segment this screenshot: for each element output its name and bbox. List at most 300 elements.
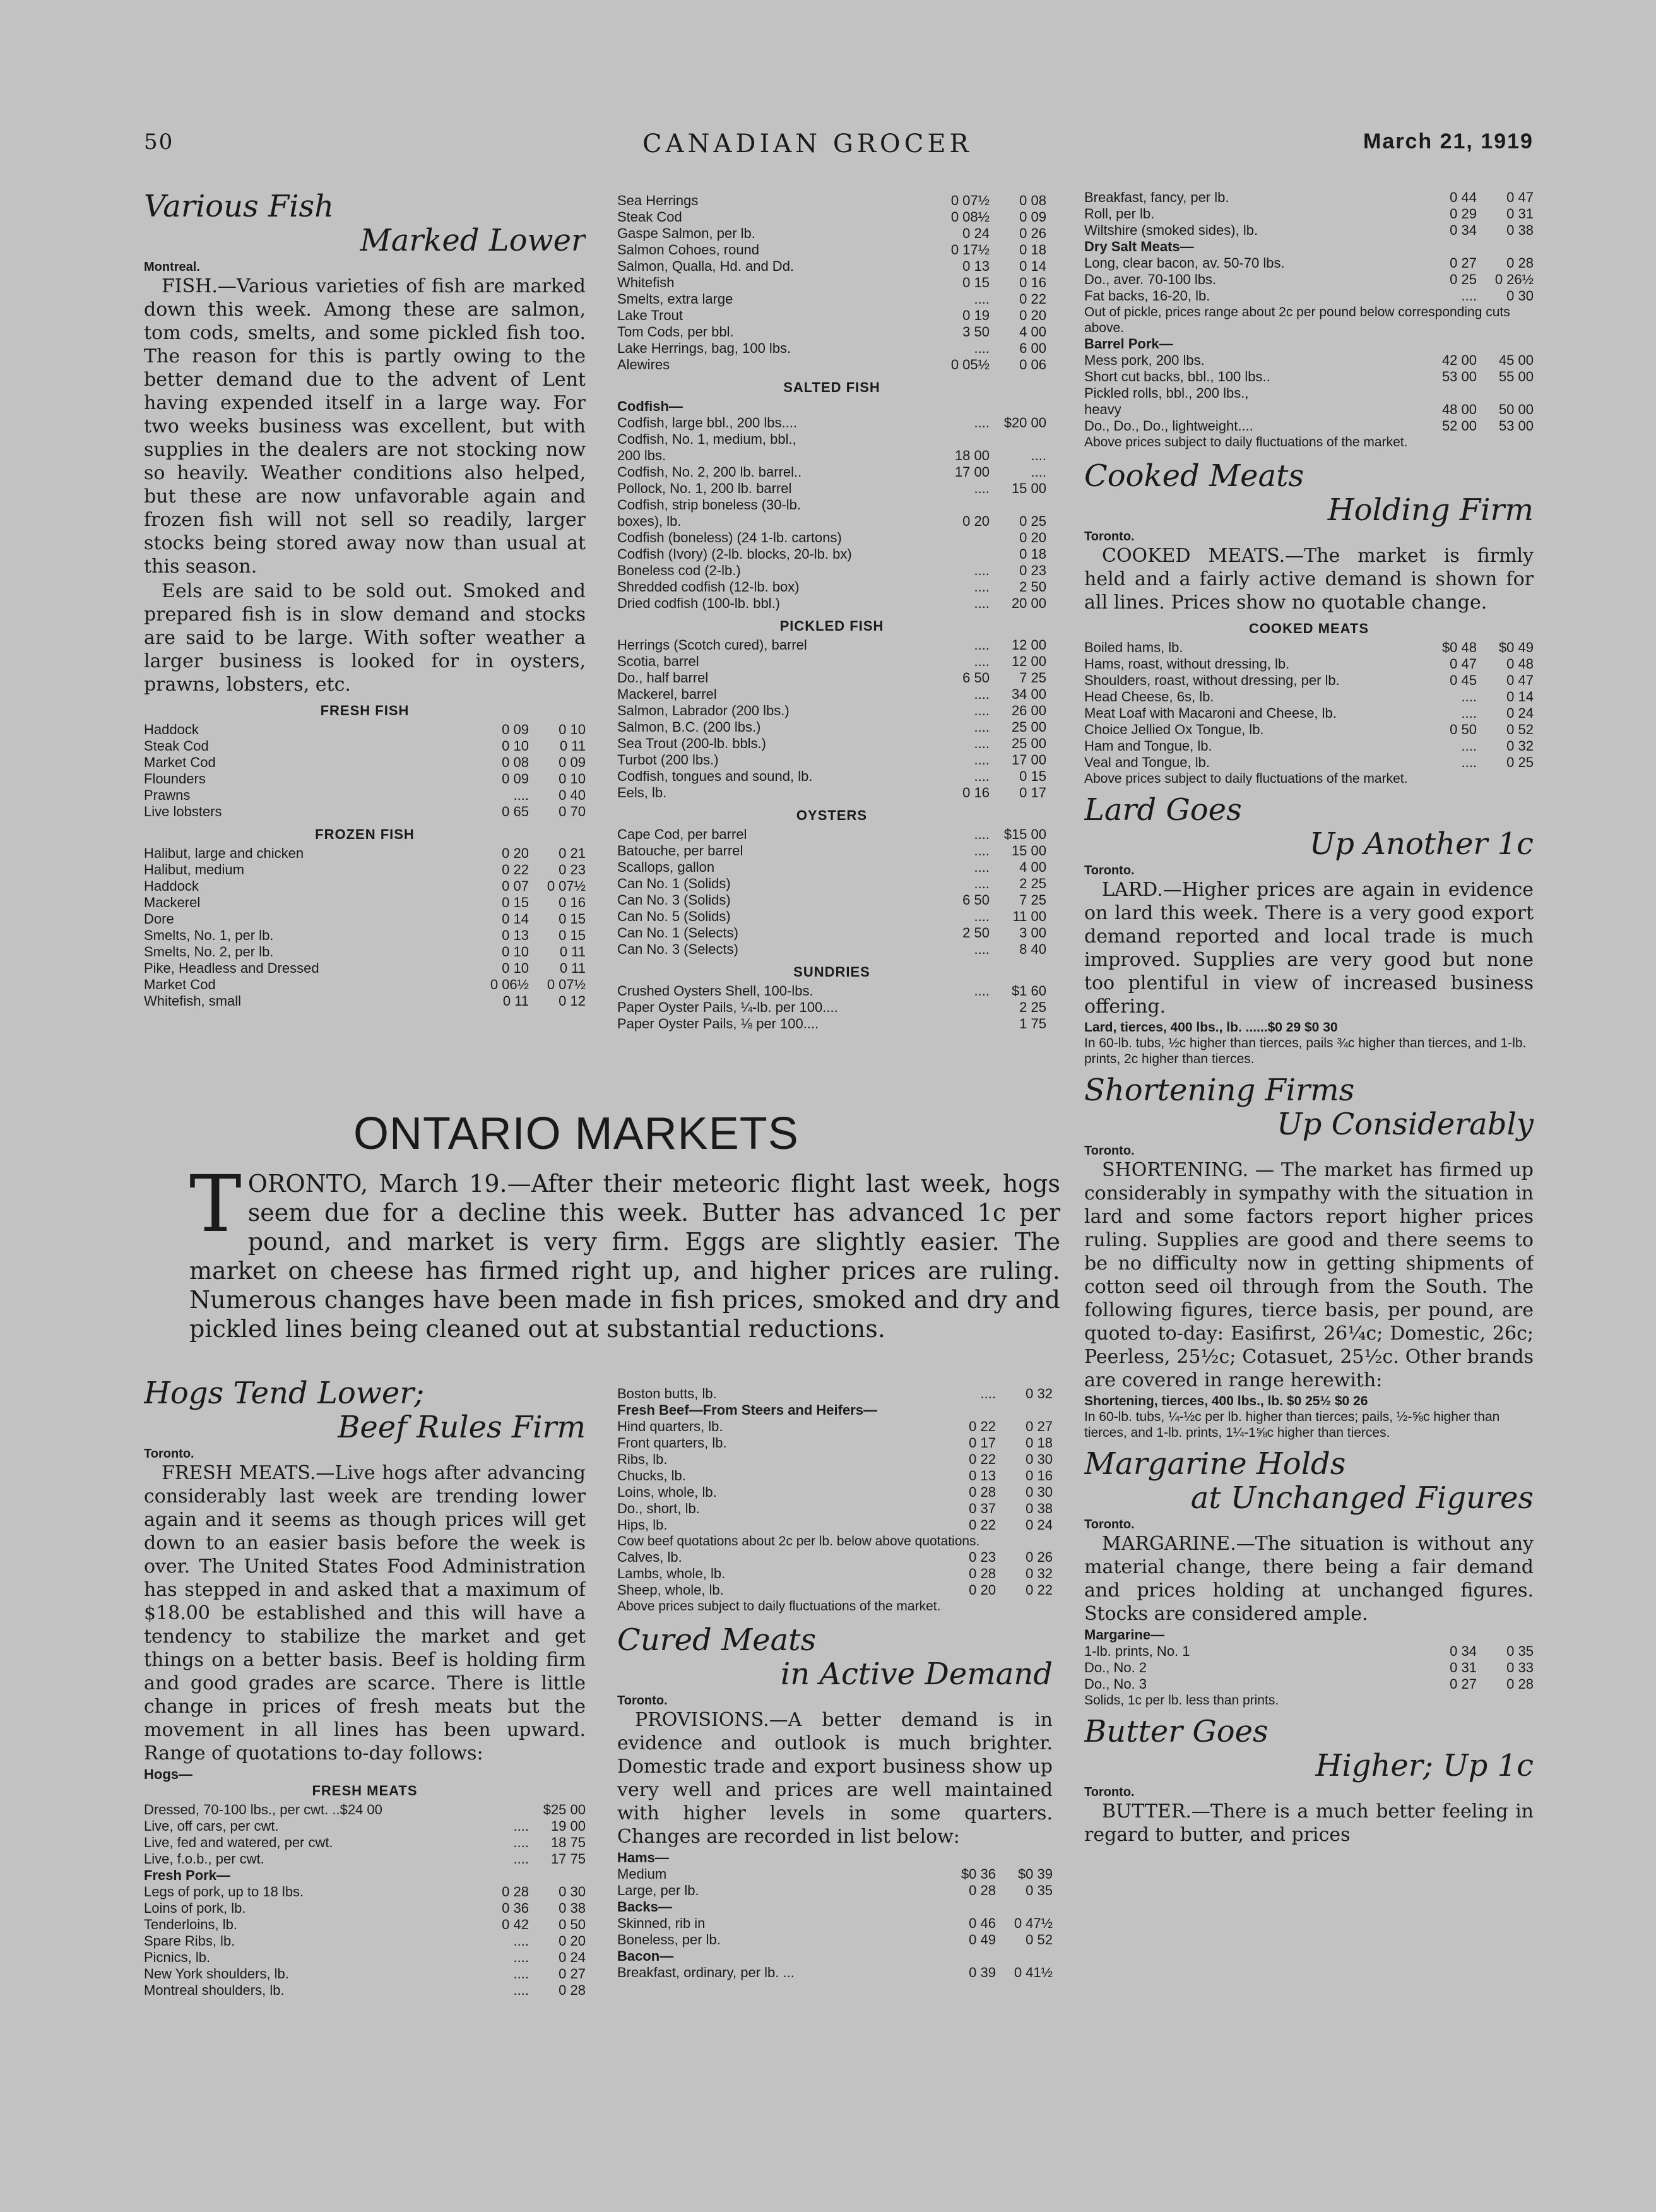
price-value: 3 00 bbox=[1019, 925, 1046, 941]
item-label: Dore bbox=[144, 911, 174, 927]
price-row bbox=[617, 941, 1046, 958]
price-value: .... bbox=[974, 579, 990, 595]
price-row bbox=[617, 1915, 1053, 1932]
price-row bbox=[617, 448, 1046, 464]
price-value: 6 50 bbox=[962, 670, 990, 686]
section-title: COOKED MEATS bbox=[1248, 621, 1369, 636]
price-value: 0 28 bbox=[1506, 255, 1534, 271]
headline-line2: at Unchanged Figures bbox=[1190, 1480, 1534, 1516]
price-value: 0 35 bbox=[1506, 1643, 1534, 1659]
price-row bbox=[1084, 738, 1534, 754]
item-label: Short cut backs, bbl., 100 lbs.. bbox=[1084, 369, 1270, 384]
price-value: 0 28 bbox=[559, 1982, 586, 1998]
price-value: 0 15 bbox=[559, 927, 586, 943]
price-value: 0 11 bbox=[559, 944, 586, 960]
price-row bbox=[617, 1965, 1053, 1981]
price-row bbox=[1084, 288, 1534, 304]
price-row bbox=[617, 686, 1046, 703]
item-label: Lambs, whole, lb. bbox=[617, 1566, 726, 1581]
price-row bbox=[144, 787, 586, 804]
price-value: 0 47 bbox=[1506, 189, 1534, 205]
price-value: .... bbox=[1461, 738, 1477, 754]
price-value: 34 00 bbox=[1011, 686, 1046, 702]
price-value: 0 34 bbox=[1450, 222, 1477, 238]
item-label: Lake Trout bbox=[617, 307, 683, 323]
price-value: .... bbox=[513, 1982, 529, 1998]
price-value: 42 00 bbox=[1441, 352, 1477, 368]
item-label: Eels, lb. bbox=[617, 785, 667, 800]
price-row bbox=[1084, 754, 1534, 771]
price-value: 0 18 bbox=[1026, 1435, 1053, 1451]
item-label: Haddock bbox=[144, 878, 199, 894]
price-value: .... bbox=[513, 1966, 529, 1982]
paragraph: PROVISIONS.—A better demand is in evidence and outlook is much brighter. Domestic trade and export business show up very well and prices are well maintained with higher levels in some quarters. Changes are recorded in list below: bbox=[617, 1709, 1053, 1848]
price-row bbox=[1084, 689, 1534, 705]
price-value: 0 41½ bbox=[1014, 1965, 1053, 1980]
subheading: Hams— bbox=[617, 1850, 669, 1865]
section-title: OYSTERS bbox=[796, 807, 868, 823]
item-label: Codfish, No. 2, 200 lb. barrel.. bbox=[617, 464, 802, 480]
subheading: Barrel Pork— bbox=[1084, 336, 1173, 352]
item-label: Smelts, No. 1, per lb. bbox=[144, 927, 274, 943]
item-label: Alewires bbox=[617, 357, 670, 372]
item-label: Whitefish bbox=[617, 275, 675, 290]
price-table-frozen-fish bbox=[144, 845, 586, 1009]
price-row bbox=[617, 1484, 1053, 1501]
price-value: .... bbox=[974, 826, 990, 842]
price-value: .... bbox=[974, 908, 990, 924]
price-value: $25 00 bbox=[543, 1802, 586, 1817]
price-value: 0 52 bbox=[1026, 1932, 1053, 1947]
item-label: Roll, per lb. bbox=[1084, 206, 1155, 222]
item-label: Salmon, Qualla, Hd. and Dd. bbox=[617, 258, 795, 274]
price-row bbox=[144, 944, 586, 960]
price-value: .... bbox=[974, 340, 990, 356]
price-value: 0 14 bbox=[1506, 689, 1534, 705]
price-value: 52 00 bbox=[1441, 418, 1477, 434]
item-label: Scotia, barrel bbox=[617, 653, 699, 669]
price-value: 0 28 bbox=[969, 1882, 996, 1898]
price-value: 0 42 bbox=[502, 1917, 529, 1932]
price-value: 8 40 bbox=[1019, 941, 1046, 957]
item-label: Legs of pork, up to 18 lbs. bbox=[144, 1884, 304, 1900]
price-value: 17 00 bbox=[954, 464, 990, 480]
price-row bbox=[617, 735, 1046, 752]
price-note: In 60-lb. tubs, ½c higher than tierces, pails ¾c higher than tierces, and 1-lb. prints, 2c higher than tierces. bbox=[1084, 1036, 1527, 1066]
subheading: Fresh Pork— bbox=[144, 1867, 230, 1883]
price-row bbox=[617, 908, 1046, 925]
price-value: 0 33 bbox=[1506, 1660, 1534, 1675]
price-value: 0 47 bbox=[1450, 656, 1477, 672]
price-value: 15 00 bbox=[1011, 843, 1046, 859]
price-value: 55 00 bbox=[1498, 369, 1534, 384]
price-value: 0 18 bbox=[1019, 242, 1046, 258]
price-value: 0 47½ bbox=[1014, 1915, 1053, 1931]
item-label: Halibut, large and chicken bbox=[144, 845, 304, 861]
price-value: 17 00 bbox=[1011, 752, 1046, 768]
lead-paragraph bbox=[189, 1159, 1060, 1343]
price-row bbox=[617, 275, 1046, 291]
price-value bbox=[933, 431, 990, 448]
price-note: Solids, 1c per lb. less than prints. bbox=[1084, 1693, 1279, 1708]
price-value: 20 00 bbox=[1011, 595, 1046, 611]
item-label: Crushed Oysters Shell, 100-lbs. bbox=[617, 983, 813, 999]
price-row bbox=[144, 738, 586, 754]
price-value: 0 20 bbox=[559, 1933, 586, 1949]
price-value: 0 65 bbox=[502, 804, 529, 819]
price-row bbox=[617, 1932, 1053, 1948]
paragraph: COOKED MEATS.—The market is firmly held and a fairly active demand is shown for all lines. Prices show no quotable change. bbox=[1084, 545, 1534, 614]
price-value bbox=[933, 999, 990, 1016]
price-note: Above prices subject to daily fluctuations of the market. bbox=[1084, 435, 1408, 449]
item-label: Sea Herrings bbox=[617, 193, 699, 208]
price-row bbox=[617, 1386, 1053, 1402]
drop-cap: T bbox=[189, 1159, 242, 1250]
item-label: Can No. 5 (Solids) bbox=[617, 908, 731, 924]
item-label: Smelts, extra large bbox=[617, 291, 733, 307]
price-row bbox=[144, 1802, 586, 1818]
price-value: 25 00 bbox=[1011, 735, 1046, 751]
price-value: 0 17 bbox=[1019, 785, 1046, 800]
headline-line2: Beef Rules Firm bbox=[338, 1410, 586, 1445]
price-table-fish bbox=[617, 193, 1046, 373]
item-label: Live lobsters bbox=[144, 804, 222, 819]
price-line: Shortening, tierces, 400 lbs., lb. $0 25½ $0 26 bbox=[1084, 1394, 1368, 1408]
price-value: 0 06 bbox=[1019, 357, 1046, 372]
price-value: 18 75 bbox=[550, 1834, 586, 1850]
headline-line1: Butter Goes bbox=[1084, 1714, 1269, 1749]
item-label: Montreal shoulders, lb. bbox=[144, 1982, 285, 1998]
item-label: Front quarters, lb. bbox=[617, 1435, 727, 1451]
price-value: $0 36 bbox=[961, 1866, 996, 1882]
item-label: Can No. 1 (Solids) bbox=[617, 876, 731, 891]
price-value: 0 21 bbox=[559, 845, 586, 861]
headline-line2: Up Considerably bbox=[1277, 1107, 1534, 1142]
price-value: 12 00 bbox=[1011, 637, 1046, 653]
price-value: 19 00 bbox=[550, 1818, 586, 1834]
price-row bbox=[144, 1933, 586, 1949]
item-label: Sheep, whole, lb. bbox=[617, 1582, 724, 1598]
section-title: FROZEN FISH bbox=[315, 826, 415, 842]
item-label: Paper Oyster Pails, ¼-lb. per 100.... bbox=[617, 999, 838, 1015]
item-label: Pike, Headless and Dressed bbox=[144, 960, 319, 976]
price-value: 15 00 bbox=[1011, 480, 1046, 496]
price-value: 0 37 bbox=[969, 1501, 996, 1516]
subheading: Dry Salt Meats— bbox=[1084, 239, 1194, 254]
item-label: Picnics, lb. bbox=[144, 1949, 211, 1965]
item-label: Codfish, strip boneless (30-lb. bbox=[617, 497, 801, 513]
price-value: 0 70 bbox=[559, 804, 586, 819]
item-label: Halibut, medium bbox=[144, 862, 244, 877]
headline-line2: Marked Lower bbox=[360, 223, 586, 258]
subheading: Margarine— bbox=[1084, 1627, 1165, 1643]
price-row bbox=[617, 209, 1046, 225]
paragraph: Eels are said to be sold out. Smoked and prepared fish is in slow demand and stocks are said to be large. With softer weather a larger business is looked for in oysters, prawns, lobsters, etc. bbox=[144, 580, 586, 696]
price-value: 0 09 bbox=[502, 771, 529, 787]
price-value: 0 06½ bbox=[490, 977, 529, 992]
column-hogs bbox=[144, 1376, 586, 2083]
headline-line1: Cured Meats bbox=[617, 1622, 817, 1658]
item-label: Live, off cars, per cwt. bbox=[144, 1818, 279, 1834]
item-label: Prawns bbox=[144, 787, 191, 803]
price-value: .... bbox=[974, 595, 990, 611]
price-value: 0 28 bbox=[969, 1484, 996, 1500]
price-value: 0 48 bbox=[1506, 656, 1534, 672]
price-value: 53 00 bbox=[1441, 369, 1477, 384]
price-value: 0 24 bbox=[1506, 705, 1534, 721]
price-value: .... bbox=[513, 1949, 529, 1965]
price-value: .... bbox=[1461, 705, 1477, 721]
headline-line1: Hogs Tend Lower; bbox=[144, 1376, 425, 1411]
price-value bbox=[990, 431, 1046, 448]
item-label: Loins, whole, lb. bbox=[617, 1484, 717, 1500]
price-value: 0 08 bbox=[502, 754, 529, 770]
price-row bbox=[617, 1566, 1053, 1582]
item-label: Ham and Tongue, lb. bbox=[1084, 738, 1212, 754]
price-row bbox=[617, 752, 1046, 768]
price-value: .... bbox=[974, 941, 990, 957]
item-label: Salmon, B.C. (200 lbs.) bbox=[617, 719, 761, 735]
headline-line1: Cooked Meats bbox=[1084, 458, 1304, 494]
price-row bbox=[144, 1834, 586, 1851]
article-body bbox=[144, 275, 586, 696]
price-value: 0 38 bbox=[1026, 1501, 1053, 1516]
item-label: Mackerel, barrel bbox=[617, 686, 717, 702]
price-row bbox=[617, 340, 1046, 357]
price-row bbox=[144, 1917, 586, 1933]
price-value: .... bbox=[974, 719, 990, 735]
price-value: 0 27 bbox=[1450, 1676, 1477, 1692]
price-row bbox=[617, 1501, 1053, 1517]
price-table-fresh-beef bbox=[617, 1418, 1053, 1533]
item-label: Tom Cods, per bbl. bbox=[617, 324, 734, 340]
price-value: 0 13 bbox=[502, 927, 529, 943]
headline-line2: Higher; Up 1c bbox=[1315, 1748, 1534, 1783]
price-row bbox=[144, 722, 586, 738]
item-label: Mackerel bbox=[144, 895, 201, 910]
price-value: 0 17 bbox=[969, 1435, 996, 1451]
price-value: .... bbox=[974, 653, 990, 669]
section-title: FRESH FISH bbox=[320, 703, 410, 718]
price-table-hogs bbox=[144, 1802, 586, 1867]
item-label: Do., Do., Do., lightweight.... bbox=[1084, 418, 1253, 434]
item-label: Boiled hams, lb. bbox=[1084, 639, 1183, 655]
price-value: 0 35 bbox=[1026, 1882, 1053, 1898]
price-value: 0 46 bbox=[969, 1915, 996, 1931]
price-row bbox=[617, 530, 1046, 546]
price-value: .... bbox=[513, 787, 529, 803]
item-label: Do., No. 2 bbox=[1084, 1660, 1147, 1675]
price-table-salted-fish bbox=[617, 415, 1046, 612]
price-row bbox=[1084, 418, 1534, 434]
price-value: 0 08 bbox=[1019, 193, 1046, 208]
price-row bbox=[617, 1866, 1053, 1882]
price-row bbox=[617, 719, 1046, 735]
price-value bbox=[1420, 385, 1477, 401]
price-row bbox=[1084, 352, 1534, 369]
price-row bbox=[617, 415, 1046, 431]
price-row bbox=[617, 497, 1046, 513]
price-row bbox=[617, 703, 1046, 719]
item-label: Mess pork, 200 lbs. bbox=[1084, 352, 1205, 368]
price-value: .... bbox=[974, 876, 990, 891]
price-row bbox=[144, 1966, 586, 1982]
price-value: 2 25 bbox=[1019, 876, 1046, 891]
item-label: Haddock bbox=[144, 722, 199, 737]
item-label: Codfish, tongues and sound, lb. bbox=[617, 768, 813, 784]
item-label: Head Cheese, 6s, lb. bbox=[1084, 689, 1214, 705]
paragraph: FRESH MEATS.—Live hogs after advancing considerably last week are trending lower again and it seems as though prices will get down to an easier basis before the week is over. The United States Food Administration has stepped in and asked that a maximum of $18.00 be established and this will have a tendency to stabilize the market and get things on a better basis. Beef is holding firm and good grades are scarce. There is little change in prices of fresh meats but the movement in all lines has been upward. Range of quotations to-day follows: bbox=[144, 1462, 586, 1764]
price-row bbox=[1084, 1643, 1534, 1660]
price-row bbox=[617, 242, 1046, 258]
paragraph: FISH.—Various varieties of fish are marked down this week. Among these are salmon, tom cods, smelts, and some pickled fish too. The reason for this is partly owing to the better demand due to the advent of Lent having expended itself in a large way. For two weeks business was excellent, but with supplies in the dealers are not stocking now so heavily. Weather conditions also helped, but these are now unfavorable again and frozen fish will not sell so readily, larger stocks being stored away now than usual at this season. bbox=[144, 275, 586, 578]
price-value: .... bbox=[513, 1818, 529, 1834]
price-value: 0 07½ bbox=[950, 193, 990, 208]
price-value: $1 60 bbox=[1011, 983, 1046, 999]
item-label: Dressed, 70-100 lbs., per cwt. ..$24 00 bbox=[144, 1802, 382, 1817]
item-label: Turbot (200 lbs.) bbox=[617, 752, 719, 768]
lead-text: ORONTO, March 19.—After their meteoric flight last week, hogs seem due for a decline this week. Butter has advanced 1c per pound, and market is very firm. Eggs are slightly easier. The market on cheese has firmed right up, and higher prices are ruling. Numerous changes have been made in fish prices, smoked and dry and pickled lines being cleaned out at substantial reductions. bbox=[189, 1170, 1060, 1343]
price-table-dry-salt-meats bbox=[1084, 255, 1534, 304]
price-value: 0 17½ bbox=[950, 242, 990, 258]
item-label: Ribs, lb. bbox=[617, 1451, 668, 1467]
price-row bbox=[144, 960, 586, 977]
price-row bbox=[144, 754, 586, 771]
price-value: 0 34 bbox=[1450, 1643, 1477, 1659]
price-value: 0 20 bbox=[962, 513, 990, 529]
price-note: In 60-lb. tubs, ¼-½c per lb. higher than tierces; pails, ½-⅝c higher than tierces, and 1-lb. prints, 1¼-1⅝c higher than tierces. bbox=[1084, 1410, 1500, 1440]
price-row bbox=[617, 999, 1046, 1016]
price-row bbox=[617, 193, 1046, 209]
price-value: 0 28 bbox=[969, 1566, 996, 1581]
price-row bbox=[144, 895, 586, 911]
price-row bbox=[617, 562, 1046, 579]
price-value: 0 20 bbox=[1019, 530, 1046, 545]
price-value: .... bbox=[1461, 288, 1477, 304]
price-row bbox=[617, 785, 1046, 801]
price-value: $0 49 bbox=[1498, 639, 1534, 655]
price-value: .... bbox=[513, 1851, 529, 1867]
price-value: .... bbox=[1031, 448, 1046, 463]
item-label: Lake Herrings, bag, 100 lbs. bbox=[617, 340, 791, 356]
price-row bbox=[617, 843, 1046, 859]
price-table-barrel-pork bbox=[1084, 352, 1534, 434]
dateline: Toronto. bbox=[1084, 1518, 1135, 1531]
subheading: Hogs— bbox=[144, 1766, 192, 1782]
price-row bbox=[617, 983, 1046, 999]
price-note: Cow beef quotations about 2c per lb. below above quotations. bbox=[617, 1534, 980, 1549]
price-row bbox=[1084, 206, 1534, 222]
price-value: 0 45 bbox=[1450, 672, 1477, 688]
item-label: Wiltshire (smoked sides), lb. bbox=[1084, 222, 1258, 238]
subheading: Codfish— bbox=[617, 398, 683, 414]
price-value: 0 52 bbox=[1506, 722, 1534, 737]
price-value: 0 24 bbox=[962, 225, 990, 241]
price-row bbox=[617, 324, 1046, 340]
item-label: Fat backs, 16-20, lb. bbox=[1084, 288, 1210, 304]
item-label: Pollock, No. 1, 200 lb. barrel bbox=[617, 480, 792, 496]
price-row bbox=[617, 258, 1046, 275]
price-value: .... bbox=[974, 843, 990, 859]
price-value: 0 15 bbox=[502, 895, 529, 910]
price-note: Out of pickle, prices range about 2c per pound below corresponding cuts above. bbox=[1084, 305, 1510, 335]
price-row bbox=[144, 862, 586, 878]
subheading: Bacon— bbox=[617, 1948, 674, 1964]
issue-date: March 21, 1919 bbox=[1363, 129, 1534, 153]
item-label: Paper Oyster Pails, ⅛ per 100.... bbox=[617, 1016, 819, 1032]
item-label: Choice Jellied Ox Tongue, lb. bbox=[1084, 722, 1264, 737]
price-value: 0 26 bbox=[1019, 225, 1046, 241]
price-value: .... bbox=[1461, 689, 1477, 705]
price-value: 0 12 bbox=[559, 993, 586, 1009]
item-label: Tenderloins, lb. bbox=[144, 1917, 237, 1932]
section-title: FRESH MEATS bbox=[312, 1783, 418, 1799]
price-value: 0 29 bbox=[1450, 206, 1477, 222]
item-label: Veal and Tongue, lb. bbox=[1084, 754, 1210, 770]
price-row bbox=[617, 480, 1046, 497]
price-value: 0 44 bbox=[1450, 189, 1477, 205]
price-value: 0 30 bbox=[1026, 1484, 1053, 1500]
item-label: Loins of pork, lb. bbox=[144, 1900, 246, 1916]
price-row bbox=[617, 595, 1046, 612]
price-row bbox=[617, 225, 1046, 242]
price-value: .... bbox=[974, 703, 990, 718]
price-value: 0 36 bbox=[502, 1900, 529, 1916]
price-value: 0 49 bbox=[969, 1932, 996, 1947]
column-meats bbox=[1084, 189, 1534, 2071]
dateline: Toronto. bbox=[1084, 1785, 1135, 1799]
price-value: 0 23 bbox=[559, 862, 586, 877]
price-value: 0 09 bbox=[559, 754, 586, 770]
price-row bbox=[617, 1468, 1053, 1484]
price-value: 0 10 bbox=[559, 771, 586, 787]
price-value: 0 20 bbox=[502, 845, 529, 861]
price-value: .... bbox=[974, 637, 990, 653]
price-value: 0 15 bbox=[1019, 768, 1046, 784]
price-row bbox=[1084, 1676, 1534, 1692]
price-value: 0 27 bbox=[1026, 1418, 1053, 1434]
price-row bbox=[1084, 401, 1534, 418]
price-value: 7 25 bbox=[1019, 670, 1046, 686]
price-row bbox=[144, 804, 586, 820]
page-number: 50 bbox=[144, 129, 174, 155]
price-value: 0 16 bbox=[1026, 1468, 1053, 1484]
price-value: 4 00 bbox=[1019, 324, 1046, 340]
price-value: .... bbox=[974, 859, 990, 875]
price-value: 11 00 bbox=[1012, 908, 1046, 924]
price-row bbox=[617, 876, 1046, 892]
paragraph: BUTTER.—There is a much better feeling in regard to butter, and prices bbox=[1084, 1800, 1534, 1846]
price-row bbox=[617, 826, 1046, 843]
price-value: 45 00 bbox=[1498, 352, 1534, 368]
item-label: Skinned, rib in bbox=[617, 1915, 706, 1931]
headline-line1: Various Fish bbox=[144, 189, 334, 224]
price-value: 3 50 bbox=[962, 324, 990, 340]
headline-line1: Margarine Holds bbox=[1084, 1446, 1346, 1482]
item-label: Can No. 3 (Selects) bbox=[617, 941, 738, 957]
price-value: 0 11 bbox=[502, 993, 529, 1009]
price-value: 0 25 bbox=[1450, 271, 1477, 287]
column-beef-cured bbox=[617, 1386, 1053, 2086]
price-value: 1 75 bbox=[1019, 1016, 1046, 1032]
price-value: 0 07½ bbox=[547, 878, 586, 894]
price-row bbox=[617, 1549, 1053, 1566]
item-label: Do., short, lb. bbox=[617, 1501, 700, 1516]
price-row bbox=[144, 771, 586, 787]
item-label: Hams, roast, without dressing, lb. bbox=[1084, 656, 1290, 672]
price-value: 6 00 bbox=[1019, 340, 1046, 356]
item-label: Live, fed and watered, per cwt. bbox=[144, 1834, 333, 1850]
